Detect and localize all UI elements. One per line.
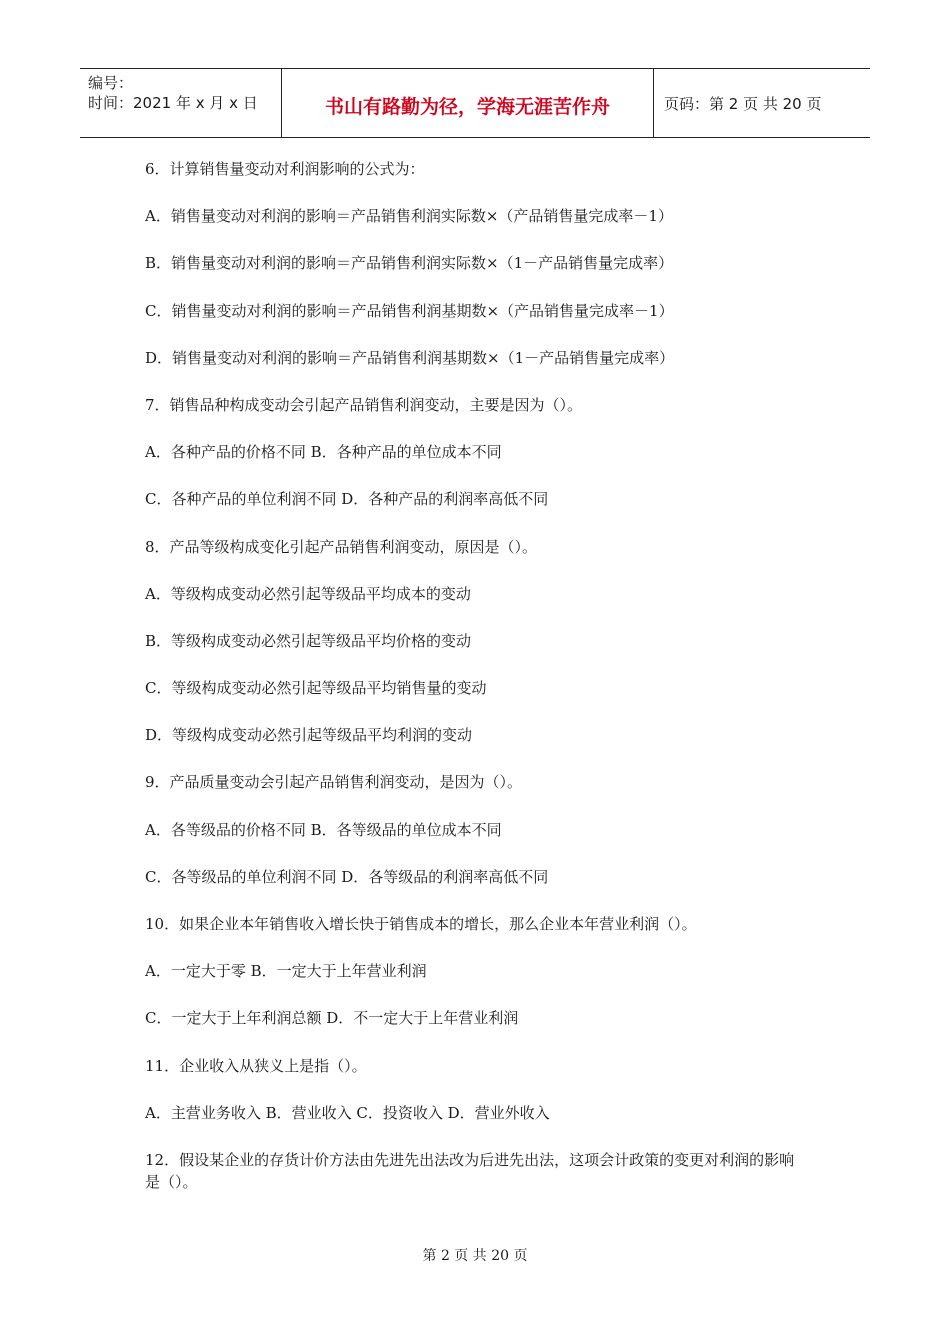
option-line: A．主营业务收入 B．营业收入 C．投资收入 D．营业外收入 bbox=[145, 1103, 550, 1122]
header-meta bbox=[80, 69, 282, 137]
document-body bbox=[145, 158, 805, 1193]
document-date: 时间：2021 年 x 月 x 日 bbox=[88, 94, 258, 112]
option-line: A．一定大于零 B．一定大于上年营业利润 bbox=[145, 962, 427, 981]
option-line: A．各等级品的价格不同 B．各等级品的单位成本不同 bbox=[145, 820, 502, 839]
question-line: 8．产品等级构成变化引起产品销售利润变动，原因是（）。 bbox=[145, 537, 538, 556]
option-line: B．销售量变动对利润的影响＝产品销售利润实际数×（1－产品销售量完成率） bbox=[145, 254, 674, 273]
option-line: D．等级构成变动必然引起等级品平均利润的变动 bbox=[145, 726, 473, 745]
option-line: C．各种产品的单位利润不同 D．各种产品的利润率高低不同 bbox=[145, 490, 549, 509]
option-line: B．等级构成变动必然引起等级品平均价格的变动 bbox=[145, 631, 472, 650]
header-page-info: 页码：第 2 页 共 20 页 bbox=[664, 94, 822, 113]
question-line: 11．企业收入从狭义上是指（）。 bbox=[145, 1056, 367, 1075]
option-line: C．一定大于上年利润总额 D．不一定大于上年营业利润 bbox=[145, 1009, 519, 1028]
question-line: 9．产品质量变动会引起产品销售利润变动，是因为（）。 bbox=[145, 773, 523, 792]
page-footer: 第 2 页 共 20 页 bbox=[422, 1248, 528, 1264]
option-line: A．销售量变动对利润的影响＝产品销售利润实际数×（产品销售量完成率－1） bbox=[145, 207, 673, 226]
question-line: 12．假设某企业的存货计价方法由先进先出法改为后进先出法，这项会计政策的变更对利润的影响是（）。 bbox=[145, 1150, 795, 1191]
page-header bbox=[80, 68, 870, 138]
header-motto: 书山有路勤为径，学海无涯苦作舟 bbox=[282, 69, 654, 137]
option-line: A．各种产品的价格不同 B．各种产品的单位成本不同 bbox=[145, 443, 502, 462]
question-line: 7．销售品种构成变动会引起产品销售利润变动，主要是因为（）。 bbox=[145, 395, 583, 414]
option-line: C．销售量变动对利润的影响＝产品销售利润基期数×（产品销售量完成率－1） bbox=[145, 301, 674, 320]
option-line: D．销售量变动对利润的影响＝产品销售利润基期数×（1－产品销售量完成率） bbox=[145, 348, 675, 367]
option-line: C．各等级品的单位利润不同 D．各等级品的利润率高低不同 bbox=[145, 867, 549, 886]
option-line: A．等级构成变动必然引起等级品平均成本的变动 bbox=[145, 584, 471, 603]
question-line: 6．计算销售量变动对利润影响的公式为： bbox=[145, 160, 425, 178]
document-number-label: 编号： bbox=[88, 74, 134, 92]
question-line: 10．如果企业本年销售收入增长快于销售成本的增长，那么企业本年营业利润（）。 bbox=[145, 915, 697, 933]
option-line: C．等级构成变动必然引起等级品平均销售量的变动 bbox=[145, 679, 487, 698]
